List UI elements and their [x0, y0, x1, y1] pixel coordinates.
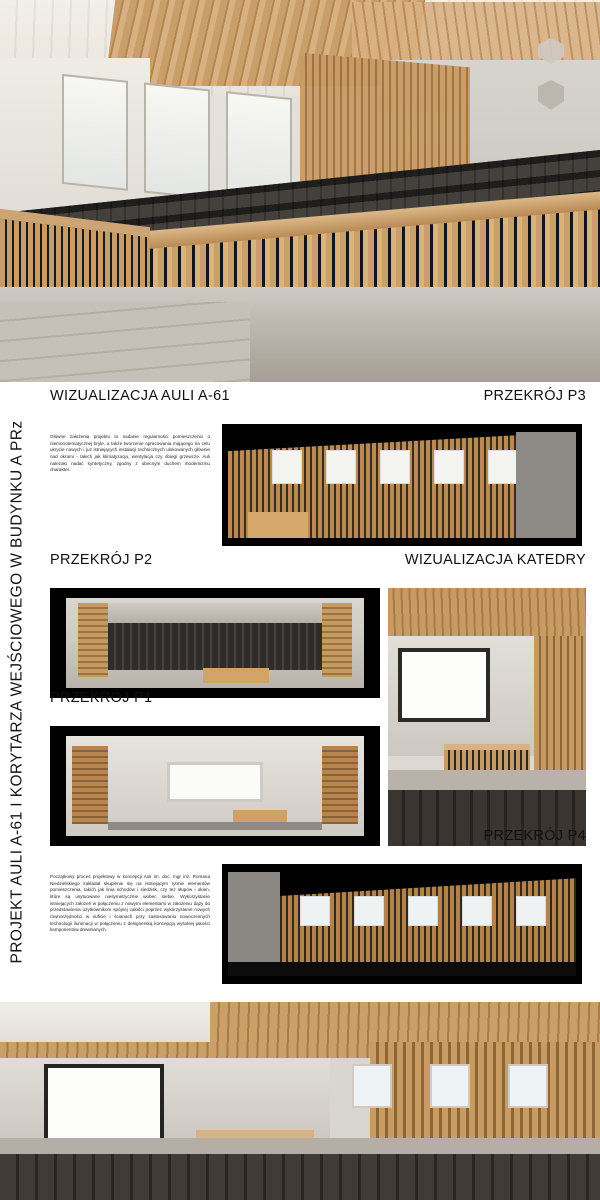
description-text-2: Początkowy proces projektowy w koncepcji Auli im. doc. mgr inż. Romana Niedzielskiego zakładał skupienie się na istniejącym rytmie elementów pomieszczenia, takich jak linia schodów i siedzisk, czy też słupów i okien, które są usytuowane niesymetrycznie wobec siebie. Wykorzystanie istniejących założeń w połączeniu z nowymi elementami w założeniu dąży do przedstawienia użytkownikom spójnej całości poprzez wykorzystanie nowych równorzędności w suficie i ścianach przy zastosowaniu nowoczesnych technologii iluminacji w połączeniu z designerską koncepcją wysokiej jakości komponentów drewnianych.	[50, 874, 210, 933]
description-text-1: Główne założenia projektu to nadanie regularności pomieszczeniu o niemonotematycznej bryle, a także tworzenie opracowania mającego na celu ukrycie nowych i już istniejących instalacji technicznych ulokowanych głównie nad okrami - takich jak klimatyzacja, wentylacja czy obiegi grzewcze. Auli należało nadać syntetyczny, zgodny z obecnym duchem modernizmu charakter.	[50, 434, 210, 473]
window-pane	[62, 74, 128, 191]
bottom-window	[352, 1064, 392, 1108]
p4-concrete-block	[228, 872, 280, 976]
p4-window	[462, 896, 492, 926]
floor-steps	[0, 302, 250, 382]
heading-przekroj-p1: PRZEKRÓJ P1	[50, 690, 153, 706]
window-pane	[144, 83, 210, 200]
p4-window	[408, 896, 438, 926]
p4-window	[300, 896, 330, 926]
p4-base-line	[228, 962, 576, 976]
p4-window	[516, 896, 546, 926]
p2-inner	[66, 598, 364, 688]
render-panel-p1	[50, 726, 380, 846]
p3-window	[434, 450, 464, 484]
p2-front-wall	[108, 603, 323, 623]
bottom-photo-auditorium	[0, 1002, 600, 1200]
p2-wood-left	[78, 603, 108, 677]
section-drawing-p4	[222, 864, 582, 984]
render-panel-p2	[50, 588, 380, 698]
p3-window	[488, 450, 518, 484]
p1-wood-left	[72, 746, 108, 824]
heading-wizualizacja-auli: WIZUALIZACJA AULI A-61	[50, 388, 230, 404]
bottom-window	[430, 1064, 470, 1108]
p3-window	[380, 450, 410, 484]
heading-przekroj-p4: PRZEKRÓJ P4	[483, 828, 586, 844]
bottom-projection-screen	[44, 1064, 164, 1148]
p1-projection-screen	[167, 762, 262, 802]
katedra-ceiling	[388, 588, 586, 636]
middle-content-area	[36, 382, 600, 1002]
section-drawing-p3	[222, 424, 582, 546]
katedra-projection-screen	[398, 648, 490, 722]
bottom-floor	[0, 1138, 600, 1154]
p2-desk	[203, 668, 269, 682]
p2-seating	[108, 623, 323, 670]
bottom-window	[508, 1064, 548, 1108]
hero-photo-auditorium	[0, 0, 600, 382]
vertical-title-bar	[0, 382, 36, 1002]
katedra-floor	[388, 770, 586, 790]
heading-przekroj-p3: PRZEKRÓJ P3	[483, 388, 586, 404]
p1-inner	[66, 736, 364, 836]
bottom-seating	[0, 1154, 600, 1200]
bottom-ceiling-plaster	[0, 1002, 210, 1042]
heading-przekroj-p2: PRZEKRÓJ P2	[50, 552, 153, 568]
p1-floor-band	[108, 822, 323, 830]
poster-title: PROJEKT AULI A-61 I KORYTARZA WEJŚCIOWEGO W BUDYNKU A PRz	[9, 420, 26, 964]
p3-dais	[248, 512, 308, 538]
heading-wizualizacja-katedry: WIZUALIZACJA KATEDRY	[404, 552, 586, 568]
p3-window	[272, 450, 302, 484]
katedra-wood-slats	[534, 636, 586, 786]
p1-wood-right	[322, 746, 358, 824]
p2-wood-right	[322, 603, 352, 677]
photo-katedra	[388, 588, 586, 846]
p4-window	[354, 896, 384, 926]
p3-concrete-block	[516, 432, 576, 538]
p3-window	[326, 450, 356, 484]
